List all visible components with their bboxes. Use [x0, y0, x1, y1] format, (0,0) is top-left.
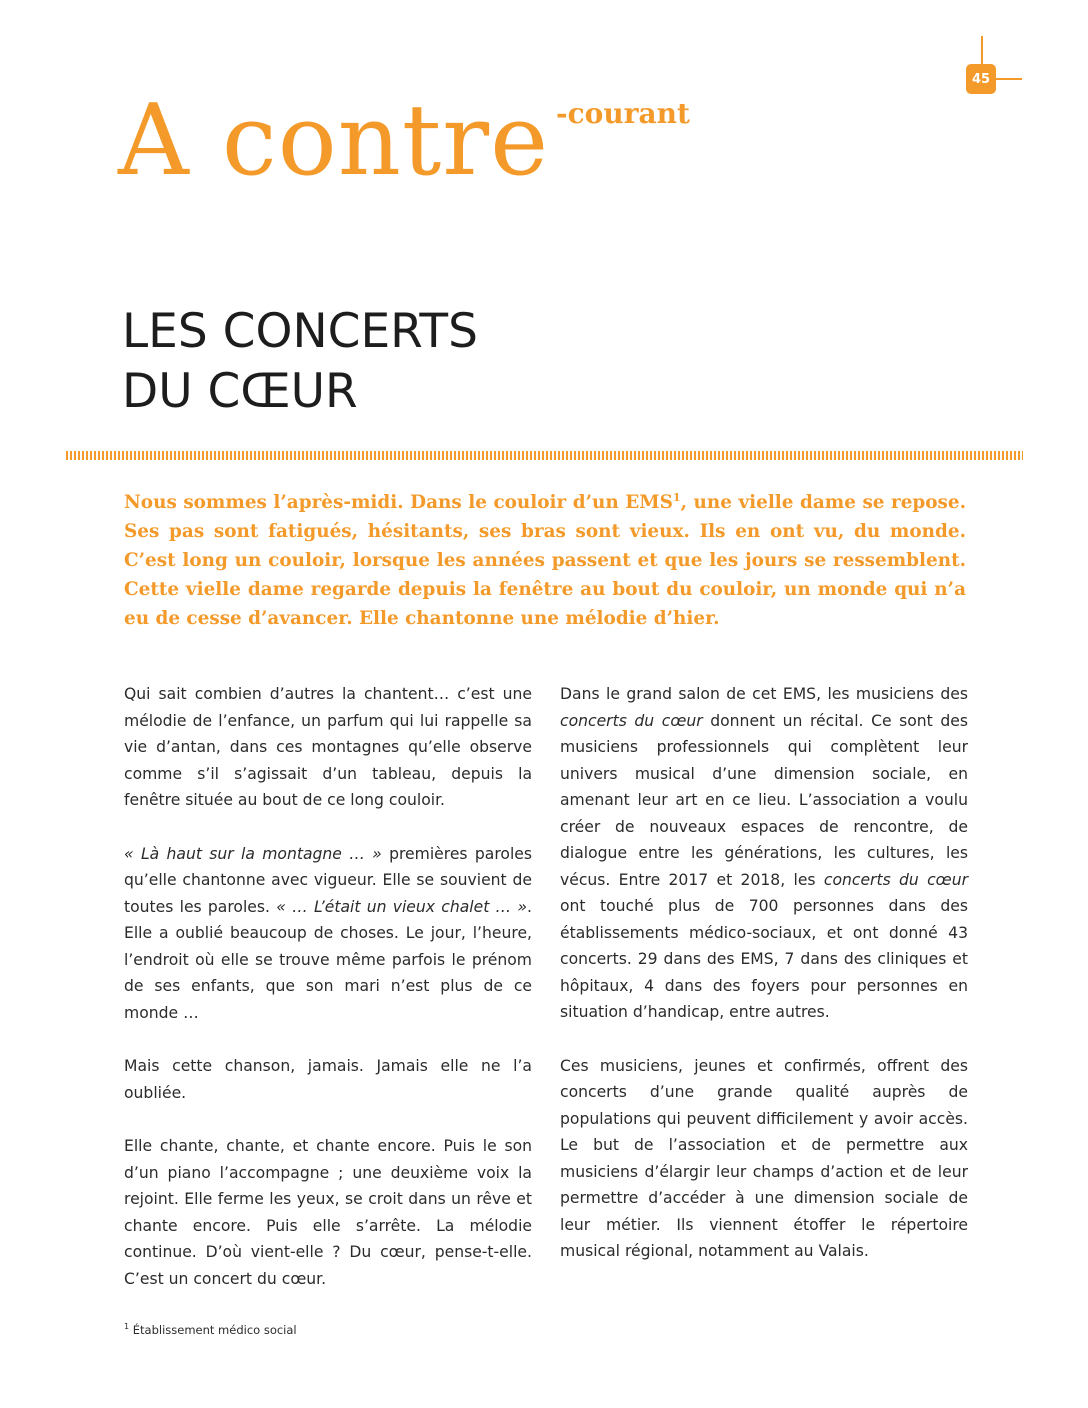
paragraph	[124, 841, 532, 1027]
article-title-line-1: LES CONCERTS	[122, 304, 478, 359]
paragraph: Ces musiciens, jeunes et confirmés, offrent des concerts d’une grande qualité auprès de populations qui peuvent difficilement y avoir accès. Le but de l’association et de permettre aux musiciens d’élargir leur champs d’action et de leur permettre d’accéder à une dimension sociale de leur métier. Ils viennent étoffer le répertoire musical régional, notamment au Valais.	[560, 1056, 968, 1260]
paragraph: Qui sait combien d’autres la chantent… c’est une mélodie de l’enfance, un parfum qui lui rappelle sa vie d’antan, dans ces montagnes qu’elle observe comme s’il s’agissait d’un tableau, depuis la fenêtre située au bout de ce long couloir.	[124, 685, 532, 809]
intro-footnote-ref: 1	[672, 490, 681, 504]
paragraph	[560, 681, 968, 1026]
song-quote: « … L’était un vieux chalet … »	[276, 897, 528, 916]
song-quote: « Là haut sur la montagne … »	[124, 844, 382, 863]
intro-text-start: Nous sommes l’après-midi. Dans le couloir d’un EMS	[124, 492, 673, 513]
paragraph: Mais cette chanson, jamais. Jamais elle ne l’a oubliée.	[124, 1057, 532, 1102]
article-intro	[124, 488, 966, 633]
footnote	[124, 1322, 297, 1337]
paragraph-text: Dans le grand salon de cet EMS, les musiciens des	[560, 685, 968, 703]
emphasis: concerts du cœur	[823, 870, 969, 889]
article-title-line-2: DU CŒUR	[122, 364, 358, 419]
page-number-rule-horizontal	[996, 78, 1022, 80]
footnote-text: Établissement médico social	[129, 1322, 297, 1337]
page-number: 45	[966, 64, 996, 94]
article-title	[122, 302, 478, 422]
paragraph-text: . Elle a oublié beaucoup de choses. Le jour, l’heure, l’endroit où elle se trouve même parfois le prénom de ses enfants, que son mari n’est plus de ce monde …	[124, 897, 532, 1022]
paragraph-text: premières paroles qu’elle chantonne avec vigueur. Elle se souvient de toutes les paroles.	[124, 844, 532, 916]
body-column-left	[124, 681, 532, 1292]
paragraph-text: ont touché plus de 700 personnes dans des établissements médico-sociaux, et ont donné 43 concerts. 29 dans des EMS, 7 dans des cliniques et hôpitaux, 4 dans des foyers pour personnes en situation d’handicap, entre autres.	[560, 897, 968, 1021]
emphasis: concerts du cœur	[560, 711, 703, 730]
rubric-title: A contre	[118, 84, 550, 198]
footnote-ref: 1	[124, 1322, 130, 1331]
rubric-subtitle: -courant	[556, 97, 690, 130]
paragraph: Elle chante, chante, et chante encore. Puis le son d’un piano l’accompagne ; une deuxième voix la rejoint. Elle ferme les yeux, se croit dans un rêve et chante encore. Puis elle s’arrête. La mélodie continue. D’où vient-elle ? Du cœur, pense-t-elle. C’est un concert du cœur.	[124, 1137, 532, 1288]
intro-text-end: , une vielle dame se repose. Ses pas sont fatigués, hésitants, ses bras sont vieux. Ils en ont vu, du monde. C’est long un couloir, lorsque les années passent et que les jours se ressemblent. Cette vielle dame regarde depuis la fenêtre au bout du couloir, un monde qui n’a eu de cesse d’avancer. Elle chantonne une mélodie d’hier.	[124, 492, 966, 629]
dotted-divider	[66, 451, 1023, 460]
paragraph-text: donnent un récital. Ce sont des musiciens professionnels qui complètent leur univers musical d’une dimension sociale, en amenant leur art en ce lieu. L’association a voulu créer de nouveaux espaces de rencontre, de dialogue entre les générations, les cultures, les vécus. Entre 2017 et 2018, les	[560, 711, 968, 889]
page-number-rule-vertical	[981, 36, 983, 64]
body-column-right	[560, 681, 968, 1265]
